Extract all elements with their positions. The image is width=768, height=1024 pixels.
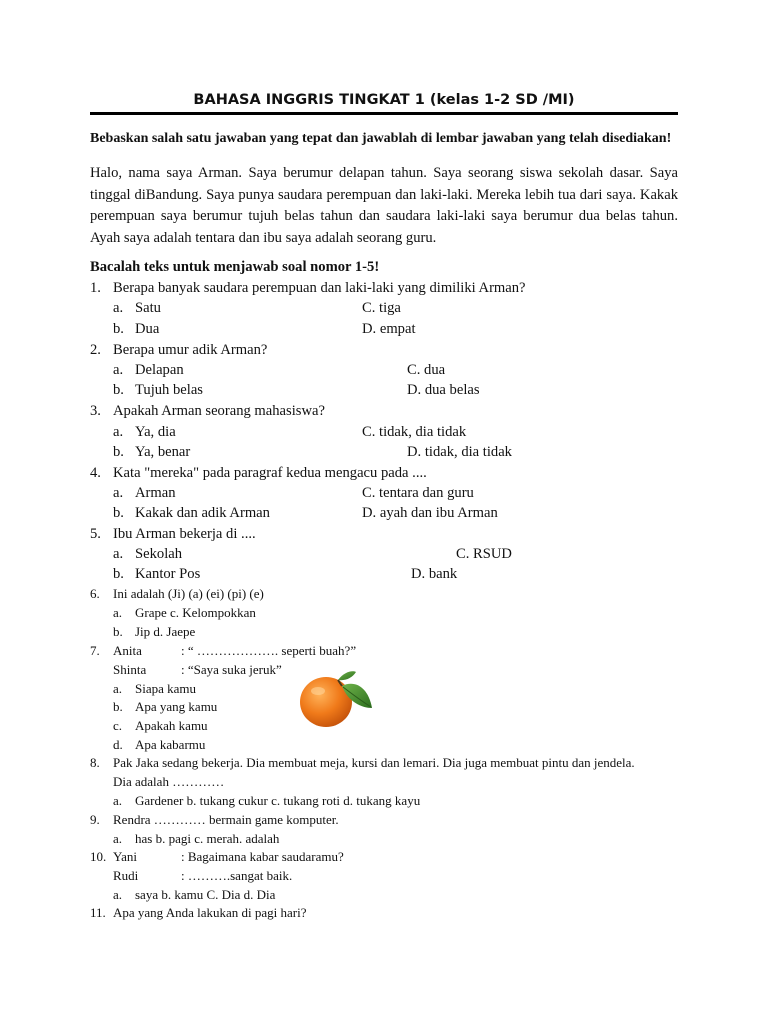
question-number: 6. <box>90 586 100 601</box>
option-c: C. dua <box>407 362 446 378</box>
question-text: Apakah Arman seorang mahasiswa? <box>113 403 325 419</box>
orange-fruit-icon <box>298 664 376 730</box>
page-title: BAHASA INGGRIS TINGKAT 1 (kelas 1-2 SD /MI) <box>193 92 575 108</box>
question-number: 1. <box>90 280 101 296</box>
option-d: D. dua belas <box>407 382 480 398</box>
option-c: C. RSUD <box>456 546 512 562</box>
question-text: Apa yang Anda lakukan di pagi hari? <box>113 905 307 920</box>
subheading: Bacalah teks untuk menjawab soal nomor 1-5! <box>90 259 380 275</box>
question-number: 5. <box>90 526 101 542</box>
option-d: D. empat <box>362 321 416 337</box>
dialogue-text: : “ ………………. seperti buah?” <box>181 643 357 658</box>
exam-page: BAHASA INGGRIS TINGKAT 1 (kelas 1-2 SD /MI) Bebaskan salah satu jawaban yang tepat dan jawablah di lembar jawaban yang telah disediakan! Halo, nama saya Arman. Saya berumur delapan tahun. Saya seorang siswa sekolah dasar. Saya tinggal diBandung. Saya punya saudara perempuan dan laki-laki. Mereka lebih tua dari saya. Kakak perempuan saya berumur tujuh belas tahun dan saudara laki-laki saya berumur dua belas tahun. Ayah saya adalah tentara dan ibu saya adalah seorang guru. Bacalah teks untuk menjawab soal nomor 1-5! 1. Berapa banyak saudara perempuan dan laki-laki yang dimiliki Arman? a. Satu C. tiga b. Dua D. empat 2. Berapa umur adik Arman? a. Delapan C. dua b. Tujuh belas D. dua belas 3. Apakah Arman seorang mahasiswa? a. Ya, dia C. tidak, dia tidak b. Ya, benar D. tidak, dia tidak 4. Kata "mereka" pada paragraf kedua mengacu pada .... a. Arman C. tentara dan guru b. Kakak dan adik Arman D. ayah dan ibu Arman 5. Ibu Arman bekerja di .... a. Sekolah C. RSUD b. Kantor Pos D. bank 6. Ini adalah (Ji) (a) (ei) (pi) (e) a. Grape c. Kelompokkan b. Jip d. Jaepe 7. Anita : “ ………………. seperti buah?” Shinta : “Saya suka jeruk” a. Siapa kamu b. Apa yang kamu c. Apakah kamu d. Apa kabarmu 8. Pak Jaka sedang bekerja. Dia membuat meja, kursi dan lemari. Dia juga membuat pintu dan jendela. Dia adalah ………… a. Gardener b. tukang cukur c. tukang roti d. tukang kayu 9. Rendra ………… bermain game komputer. a. has b. pagi c. merah. adalah 10. Yani : Bagaimana kabar saudaramu? Rudi : ……….sangat baik. a. saya b. kamu C. Dia d. Dia 11. Apa yang Anda lakukan di pagi hari? <box>90 92 678 920</box>
question-number: 7. <box>90 643 100 658</box>
option-c: C. tiga <box>362 300 401 316</box>
option-d: D. bank <box>411 566 458 582</box>
speaker-name: Anita <box>113 643 142 658</box>
instruction-text: Bebaskan salah satu jawaban yang tepat dan jawablah di lembar jawaban yang telah disediakan! <box>90 131 672 146</box>
question-number: 4. <box>90 465 101 481</box>
question-number: 3. <box>90 403 101 419</box>
speaker-name: Shinta <box>113 662 147 677</box>
question-number: 8. <box>90 755 100 770</box>
title-underline <box>90 112 678 115</box>
reading-paragraph: Halo, nama saya Arman. Saya berumur delapan tahun. Saya seorang siswa sekolah dasar. Saya tinggal diBandung. Saya punya saudara perempuan dan laki-laki. Mereka lebih tua dari saya. Kakak perempuan saya berumur tujuh belas tahun dan saudara laki-laki saya berumur dua belas tahun. Ayah saya adalah tentara dan ibu saya adalah seorang guru. <box>90 165 678 246</box>
option-c: C. tentara dan guru <box>362 485 474 501</box>
question-text: Pak Jaka sedang bekerja. Dia membuat meja, kursi dan lemari. Dia juga membuat pintu dan jendela. <box>113 755 635 770</box>
question-number: 2. <box>90 342 101 358</box>
question-text: Ibu Arman bekerja di .... <box>113 526 256 542</box>
question-number: 11. <box>90 905 106 920</box>
question-text: Berapa banyak saudara perempuan dan laki-laki yang dimiliki Arman? <box>113 280 526 296</box>
option-d: D. ayah dan ibu Arman <box>362 505 498 521</box>
question-text: Kata "mereka" pada paragraf kedua mengacu pada .... <box>113 465 427 481</box>
question-8-continuation: Dia adalah ………… <box>113 774 225 789</box>
dialogue-text: : Bagaimana kabar saudaramu? <box>181 849 344 864</box>
question-number: 9. <box>90 812 100 827</box>
option-d: D. tidak, dia tidak <box>407 444 512 460</box>
question-text: Rendra ………… bermain game komputer. <box>113 812 339 827</box>
question-number: 10. <box>90 849 107 864</box>
option-c: C. tidak, dia tidak <box>362 424 467 440</box>
speaker-name: Yani <box>113 849 137 864</box>
speaker-name: Rudi <box>113 868 139 883</box>
question-text: Berapa umur adik Arman? <box>113 342 268 358</box>
dialogue-text: : ……….sangat baik. <box>181 868 293 883</box>
question-text: Ini adalah (Ji) (a) (ei) (pi) (e) <box>113 586 264 601</box>
dialogue-text: : “Saya suka jeruk” <box>181 662 282 677</box>
